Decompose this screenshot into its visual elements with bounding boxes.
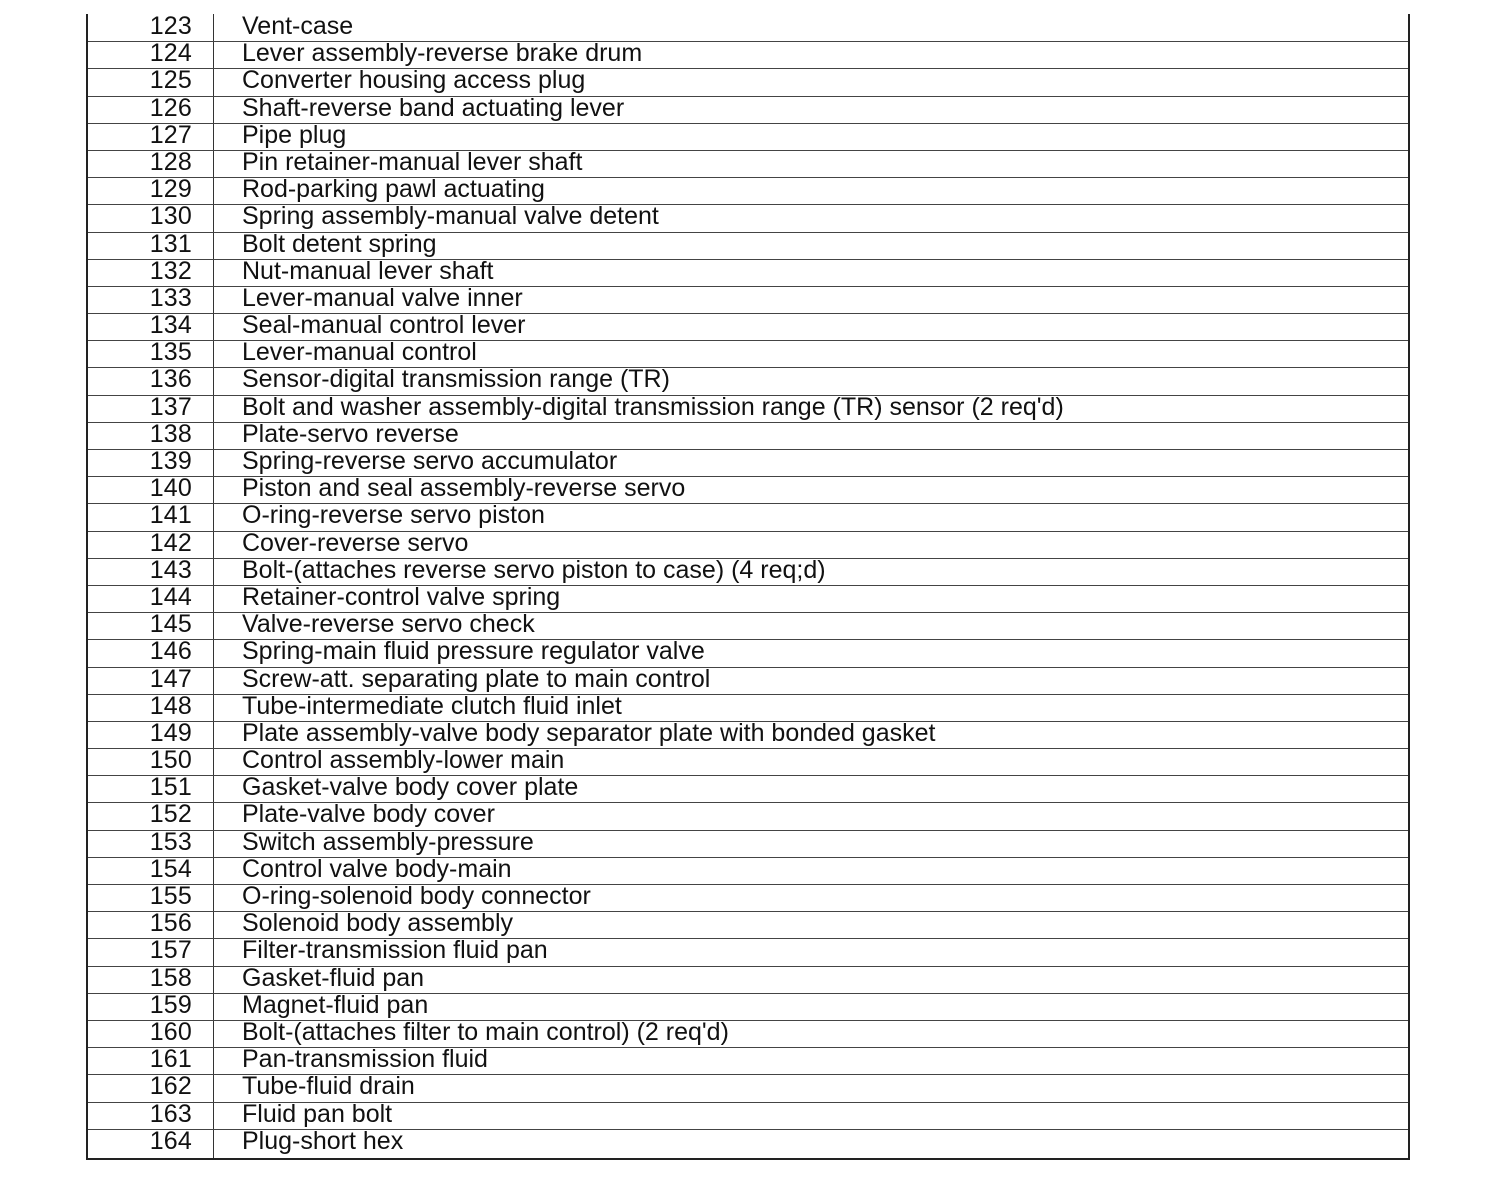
table-row [88,256,1408,287]
part-description: Seal-manual control lever [242,311,526,340]
part-number: 129 [149,175,192,204]
part-number: 133 [149,283,192,312]
part-description: O-ring-solenoid body connector [242,882,591,910]
part-description: Pan-transmission fluid [242,1045,488,1074]
part-description: Pin retainer-manual lever shaft [242,147,583,176]
part-number: 153 [149,827,192,856]
part-description: Pipe plug [242,120,347,149]
part-description: Fluid pan bolt [242,1099,393,1128]
part-description: Plate assembly-valve body separator plate with bonded gasket [242,718,936,747]
part-number: 145 [149,610,192,639]
table-row [88,39,1408,69]
part-description: Spring assembly-manual valve detent [242,202,659,231]
table-row [88,147,1408,178]
table-row [88,909,1408,939]
part-number: 140 [149,474,192,503]
table-row [88,120,1408,151]
part-number: 139 [149,447,192,475]
part-description: Converter housing access plug [242,66,586,95]
part-number: 146 [149,637,192,666]
part-description: Piston and seal assembly-reverse servo [242,474,686,503]
part-description: Control valve body-main [242,854,512,883]
table-row [88,582,1408,613]
part-number: 159 [149,990,192,1019]
part-description: Filter-transmission fluid pan [242,936,548,965]
part-description: Nut-manual lever shaft [242,256,494,285]
table-row [88,936,1408,966]
part-description: Tube-fluid drain [242,1072,415,1101]
table-row [88,338,1408,368]
part-description: Bolt-(attaches reverse servo piston to case) (4 req;d) [242,555,826,584]
part-description: Vent-case [242,12,354,40]
part-number: 154 [149,854,192,883]
part-number: 137 [149,392,192,421]
table-row [88,66,1408,96]
part-description: Retainer-control valve spring [242,582,561,611]
part-number: 127 [149,120,192,149]
part-description: Rod-parking pawl actuating [242,175,545,204]
part-description: Tube-intermediate clutch fluid inlet [242,691,622,720]
part-description: Switch assembly-pressure [242,827,534,856]
table-row [88,691,1408,722]
parts-table [86,14,1410,1160]
part-number: 150 [149,746,192,775]
table-row [88,718,1408,749]
part-number: 156 [149,909,192,938]
table-row [88,501,1408,531]
parts-rows [88,12,1408,1157]
part-number: 144 [149,582,192,611]
part-description: Screw-att. separating plate to main control [242,664,711,693]
part-number: 147 [149,664,192,693]
part-description: Magnet-fluid pan [242,990,429,1019]
table-row [88,392,1408,423]
part-description: Spring-reverse servo accumulator [242,447,618,475]
table-row [88,1045,1408,1075]
table-row [88,1099,1408,1130]
table-row [88,528,1408,559]
part-number: 136 [149,365,192,394]
part-number: 148 [149,691,192,720]
part-description: Spring-main fluid pressure regulator valve [242,637,705,666]
table-row [88,474,1408,504]
part-description: Lever-manual valve inner [242,283,523,312]
part-number: 149 [149,718,192,747]
part-description: Control assembly-lower main [242,746,565,775]
part-number: 128 [149,147,192,176]
table-row [88,773,1408,803]
part-number: 142 [149,528,192,557]
part-number: 163 [149,1099,192,1128]
part-number: 124 [149,39,192,68]
table-row [88,746,1408,776]
table-row [88,800,1408,830]
part-description: Lever-manual control [242,338,477,367]
table-row [88,827,1408,858]
table-row [88,365,1408,395]
part-number: 151 [149,773,192,802]
table-row [88,1017,1408,1048]
part-description: Bolt-(attaches filter to main control) (2 req'd) [242,1017,729,1046]
part-number: 152 [149,800,192,829]
part-number: 161 [149,1045,192,1074]
table-row [88,202,1408,232]
table-row [88,447,1408,477]
table-row [88,963,1408,994]
table-row [88,311,1408,341]
table-row [88,555,1408,586]
table-row [88,637,1408,667]
table-row [88,882,1408,912]
part-number: 143 [149,555,192,584]
part-number: 162 [149,1072,192,1101]
part-number: 132 [149,256,192,285]
part-number: 134 [149,311,192,340]
part-number: 135 [149,338,192,367]
part-description: Plate-servo reverse [242,419,459,448]
part-description: Solenoid body assembly [242,909,513,938]
table-row [88,610,1408,640]
part-number: 125 [149,66,192,95]
part-number: 131 [149,229,192,258]
part-number: 126 [149,93,192,122]
table-row [88,175,1408,205]
table-row [88,1072,1408,1102]
part-description: Plug-short hex [242,1126,404,1155]
part-description: Bolt detent spring [242,229,437,258]
table-row [88,854,1408,885]
table-row [88,283,1408,314]
part-description: Valve-reverse servo check [242,610,535,639]
table-row [88,664,1408,695]
part-number: 157 [149,936,192,965]
part-description: Sensor-digital transmission range (TR) [242,365,670,394]
part-number: 160 [149,1017,192,1046]
part-number: 158 [149,963,192,992]
part-description: O-ring-reverse servo piston [242,501,545,530]
part-number: 155 [149,882,192,910]
table-row [88,990,1408,1021]
part-description: Gasket-fluid pan [242,963,425,992]
part-description: Shaft-reverse band actuating lever [242,93,625,122]
table-row [88,1126,1408,1157]
table-row [88,93,1408,124]
part-number: 130 [149,202,192,231]
part-number: 164 [149,1126,192,1155]
part-description: Lever assembly-reverse brake drum [242,39,643,68]
part-number: 123 [149,12,192,40]
table-row [88,12,1408,42]
part-description: Bolt and washer assembly-digital transmission range (TR) sensor (2 req'd) [242,392,1064,421]
part-number: 138 [149,419,192,448]
part-description: Gasket-valve body cover plate [242,773,579,802]
table-row [88,229,1408,260]
part-number: 141 [149,501,192,530]
table-row [88,419,1408,450]
part-description: Cover-reverse servo [242,528,469,557]
part-description: Plate-valve body cover [242,800,495,829]
